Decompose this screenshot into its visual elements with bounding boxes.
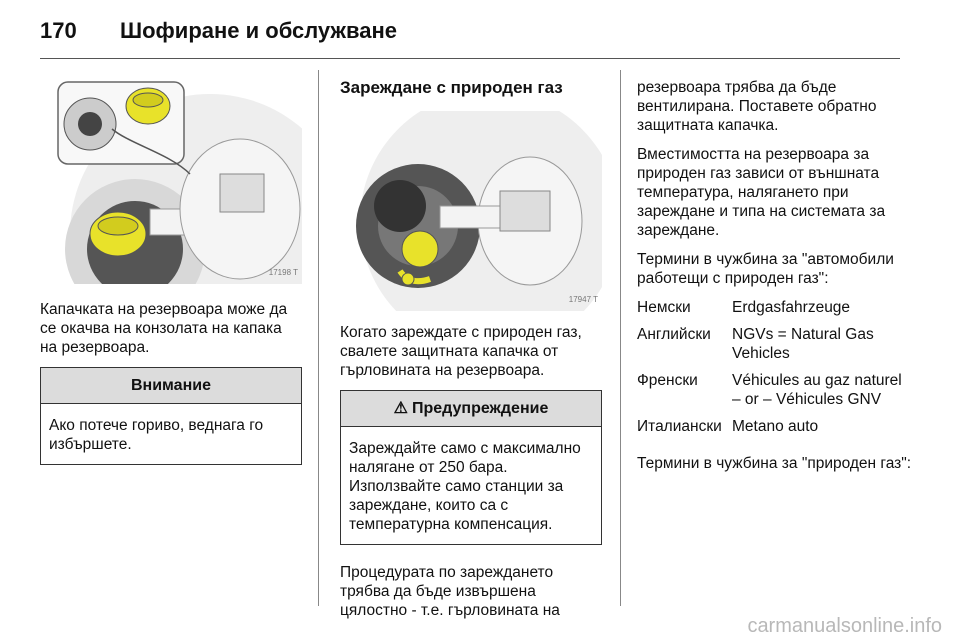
warning-body: Зареждайте само с максимално налягане от 250 бара. Използвайте само станции за зареждане, които са с температурна компенсация. [349,440,581,533]
column-divider-1 [318,70,319,606]
procedure-paragraph: Процедурата по зареждането трябва да бъде извършена цялостно - т.е. гърловината на [340,564,560,619]
term-language: Френски [637,372,698,389]
image-code: 17198 T [268,268,298,277]
term-language: Немски [637,299,691,316]
warning-triangle-icon: ⚠ [393,400,408,417]
table-row [637,325,912,371]
column-3 [637,78,912,483]
caution-title: Внимание [41,368,301,404]
term-value: Véhicules au gaz naturel – or – Véhicules GNV [732,372,902,408]
column-divider-2 [620,70,621,606]
watermark: carmanualsonline.info [747,615,942,637]
terms-table [637,298,912,444]
term-value: NGVs = Natural Gas Vehicles [732,326,874,362]
page-header [40,14,397,48]
page-title: Шофиране и обслужване [120,18,398,43]
warning-box [340,390,602,545]
capacity-paragraph: Вместимостта на резервоара за природен газ зависи от външната температура, налягането при зареждане и типа на системата за зареждане. [637,146,886,239]
term-value: Erdgasfahrzeuge [732,299,851,316]
cap-paragraph: Капачката на резервоара може да се окачва на конзолата на капака на резервоара. [40,301,288,356]
terms-vehicles-intro: Термини в чужбина за "автомобили работещи с природен газ": [637,251,894,287]
table-row [637,371,912,417]
term-value: Metano auto [732,418,819,435]
warning-title: Предупреждение [412,400,549,417]
warning-header [341,391,601,427]
fuel-cap-illustration [40,74,302,284]
terms-gas-intro: Термини в чужбина за "природен газ": [637,455,912,472]
table-row [637,417,912,444]
ventilate-paragraph: резервоара трябва да бъде вентилирана. Поставете обратно защитната капачка. [637,79,877,134]
caution-body: Ако потече гориво, веднага го избършете. [49,417,264,453]
cng-filler-illustration [340,111,602,311]
column-1 [40,74,302,465]
fuel-cap-drawing [40,74,302,284]
page-number: 170 [40,18,77,43]
cng-filler-drawing [340,111,602,311]
column-2 [340,74,602,630]
table-row [637,298,912,325]
term-language: Английски [637,326,711,343]
section-heading: Зареждане с природен газ [340,78,563,97]
cng-paragraph: Когато зареждате с природен газ, свалете защитната капачка от гърловината на резервоара. [340,324,582,379]
image-code: 17947 T [568,295,598,304]
term-language: Италиански [637,418,722,435]
header-rule [40,58,900,59]
caution-box [40,367,302,465]
